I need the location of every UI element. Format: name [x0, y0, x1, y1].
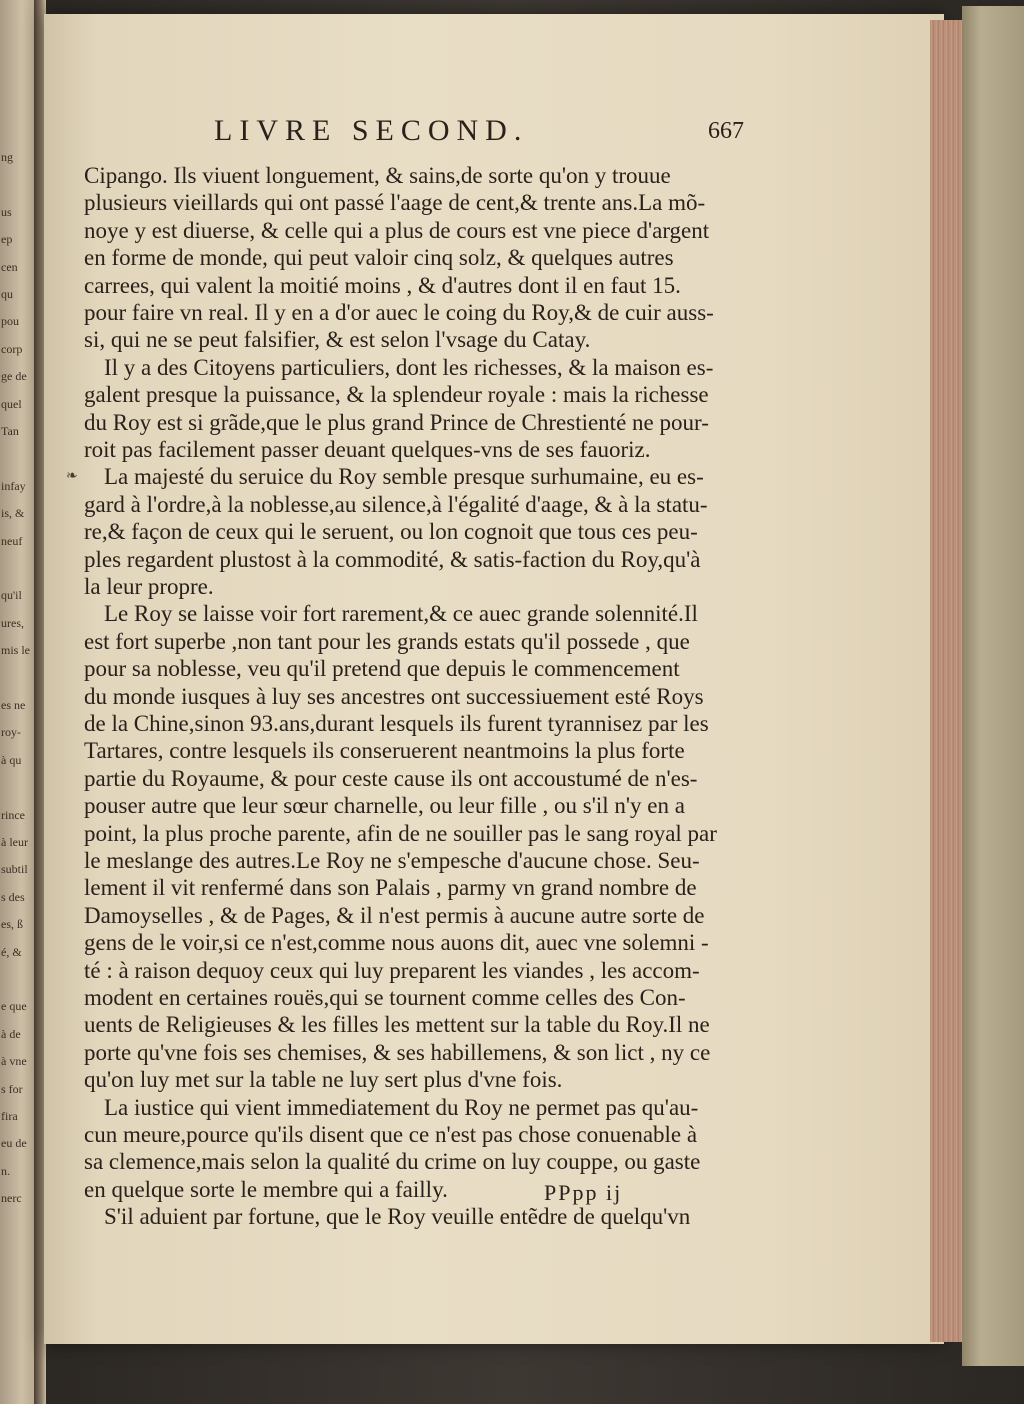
left-page-fragment: ures,	[1, 615, 24, 630]
left-page-fragment: n.	[1, 1163, 10, 1178]
signature-mark: PPpp ij	[544, 1180, 623, 1205]
left-page-fragment: es, ß	[1, 917, 23, 932]
page-number: 667	[708, 118, 744, 144]
left-page-fragment: ng	[1, 150, 13, 164]
text-line: lement il vit renfermé dans son Palais , parmy vn grand nombre de	[84, 875, 697, 901]
paragraph-marker: ❧	[66, 469, 78, 485]
running-title: LIVRE SECOND.	[214, 114, 529, 147]
left-page-fragment: à leur	[1, 835, 28, 849]
text-line: La iustice qui vient immediatement du Roy ne permet pas qu'au-	[104, 1094, 699, 1120]
text-line: plusieurs vieillards qui ont passé l'aage de cent,& trente ans.La mõ-	[84, 190, 706, 216]
text-line: en forme de monde, qui peut valoir cinq solz, & quelques autres	[84, 245, 674, 271]
text-line: point, la plus proche parente, afin de ne souiller pas le sang royal par	[84, 820, 717, 846]
text-line: ples regardent plustost à la commodité, & satis-faction du Roy,qu'à	[84, 546, 701, 572]
text-line: carrees, qui valent la moitié moins , & d'autres dont il en faut 15.	[84, 272, 681, 298]
right-page	[44, 14, 944, 1344]
left-page-fragment: ep	[1, 232, 13, 247]
text-line: roit pas facilement passer deuant quelques-vns de ses fauoriz.	[84, 437, 651, 462]
left-page-fragment: corp	[1, 341, 23, 356]
left-page-fragment: infay	[1, 478, 26, 493]
text-line: Le Roy se laisse voir fort rarement,& ce auec grande solennité.Il	[104, 601, 698, 627]
text-line: sa clemence,mais selon la qualité du crime on luy couppe, ou gaste	[84, 1149, 701, 1175]
left-page-fragment: fira	[1, 1109, 18, 1123]
text-line: té : à raison dequoy ceux qui luy preparent les viandes , les accom-	[84, 957, 700, 983]
text-line: pour sa noblesse, veu qu'il pretend que depuis le commencement	[84, 656, 680, 682]
left-page-fragment: s for	[1, 1081, 23, 1096]
left-page-fragment: es ne	[1, 698, 26, 712]
left-page-fragment: ge de	[1, 369, 27, 384]
left-page-fragment: à qu	[1, 752, 22, 767]
left-page-fragment: neuf	[1, 533, 23, 548]
left-page-fragment: nerc	[1, 1191, 22, 1206]
text-line: de la Chine,sinon 93.ans,durant lesquels ils furent tyrannisez par les	[84, 711, 709, 736]
book-board	[962, 6, 1024, 1366]
text-line: partie du Royaume, & pour ceste cause ils ont accoustumé de n'es-	[84, 765, 698, 791]
text-line: noye y est diuerse, & celle qui a plus de cours est vne piece d'argent	[84, 217, 710, 243]
text-line: la leur propre.	[84, 574, 214, 599]
left-page-fragment: cen	[1, 259, 18, 274]
text-line: galent presque la puissance, & la splendeur royale : mais la richesse	[84, 382, 709, 408]
text-line: S'il aduient par fortune, que le Roy veuille entẽdre de quelqu'vn	[104, 1204, 691, 1230]
left-page-fragment: é, &	[1, 944, 22, 959]
text-line: Il y a des Citoyens particuliers, dont les richesses, & la maison es-	[104, 354, 714, 380]
text-line: le meslange des autres.Le Roy ne s'empesche d'aucune chose. Seu-	[84, 848, 700, 873]
left-page-fragment: qu'il	[1, 588, 22, 603]
text-line: Damoyselles , & de Pages, & il n'est permis à aucune autre sorte de	[84, 902, 705, 928]
text-line: en quelque sorte le membre qui a failly.	[84, 1176, 448, 1202]
text-line: modent en certaines rouës,qui se tournent comme celles des Con-	[84, 985, 686, 1010]
text-line: porte qu'vne fois ses chemises, & ses habillemens, & son lict , ny ce	[84, 1039, 711, 1065]
left-page-fragment: qu	[1, 287, 13, 301]
left-page-fragment: us	[1, 204, 12, 219]
text-line: cun meure,pource qu'ils disent que ce n'est pas chose conuenable à	[84, 1122, 698, 1147]
text-line: re,& façon de ceux qui le seruent, ou lon cognoit que tous ces peu-	[84, 519, 698, 545]
left-page-fragment: à de	[1, 1026, 21, 1041]
text-line: pour faire vn real. Il y en a d'or auec le coing du Roy,& de cuir auss-	[84, 300, 714, 325]
left-page-fragment: s des	[1, 889, 25, 904]
left-page-fragment: mis le	[1, 643, 30, 658]
left-page-fragment: rince	[1, 807, 25, 822]
left-page-fragment: roy-	[1, 725, 21, 740]
left-page-fragment: e que	[1, 999, 27, 1014]
left-page-fragment: is, &	[1, 506, 25, 521]
text-line: pouser autre que leur sœur charnelle, ou leur fille , ou s'il n'y en a	[84, 793, 685, 819]
page-block-edge	[930, 20, 964, 1342]
text-line: Cipango. Ils viuent longuement, & sains,de sorte qu'on y trouue	[84, 163, 671, 188]
left-page-text-fragments	[0, 0, 34, 1404]
left-page-fragment: quel	[1, 396, 22, 411]
left-page-fragment: Tan	[1, 424, 19, 438]
left-page-fragment: eu de	[1, 1136, 27, 1151]
page-header	[214, 114, 744, 154]
left-page-fragment: pou	[1, 314, 19, 329]
text-line: gens de le voir,si ce n'est,comme nous auons dit, auec vne solemni -	[84, 930, 709, 956]
text-line: uents de Religieuses & les filles les mettent sur la table du Roy.Il ne	[84, 1012, 710, 1038]
left-page-fragment: à vne	[1, 1054, 27, 1069]
text-line: du monde iusques à luy ses ancestres ont successiuement esté Roys	[84, 683, 704, 709]
text-line: est fort superbe ,non tant pour les grands estats qu'il possede , que	[84, 628, 690, 654]
text-line: si, qui ne se peut falsifier, & est selon l'vsage du Catay.	[84, 327, 591, 353]
text-line: Tartares, contre lesquels ils conseruerent neantmoins la plus forte	[84, 738, 685, 764]
text-line: gard à l'ordre,à la noblesse,au silence,à l'égalité d'aage, & à la statu-	[84, 491, 708, 517]
left-page-fragment: subtil	[1, 862, 28, 877]
text-line: du Roy est si grãde,que le plus grand Prince de Chrestienté ne pour-	[84, 409, 709, 435]
text-line: La majesté du seruice du Roy semble presque surhumaine, eu es- ❧	[84, 461, 804, 493]
text-line: qu'on luy met sur la table ne luy sert plus d'vne fois.	[84, 1067, 563, 1093]
